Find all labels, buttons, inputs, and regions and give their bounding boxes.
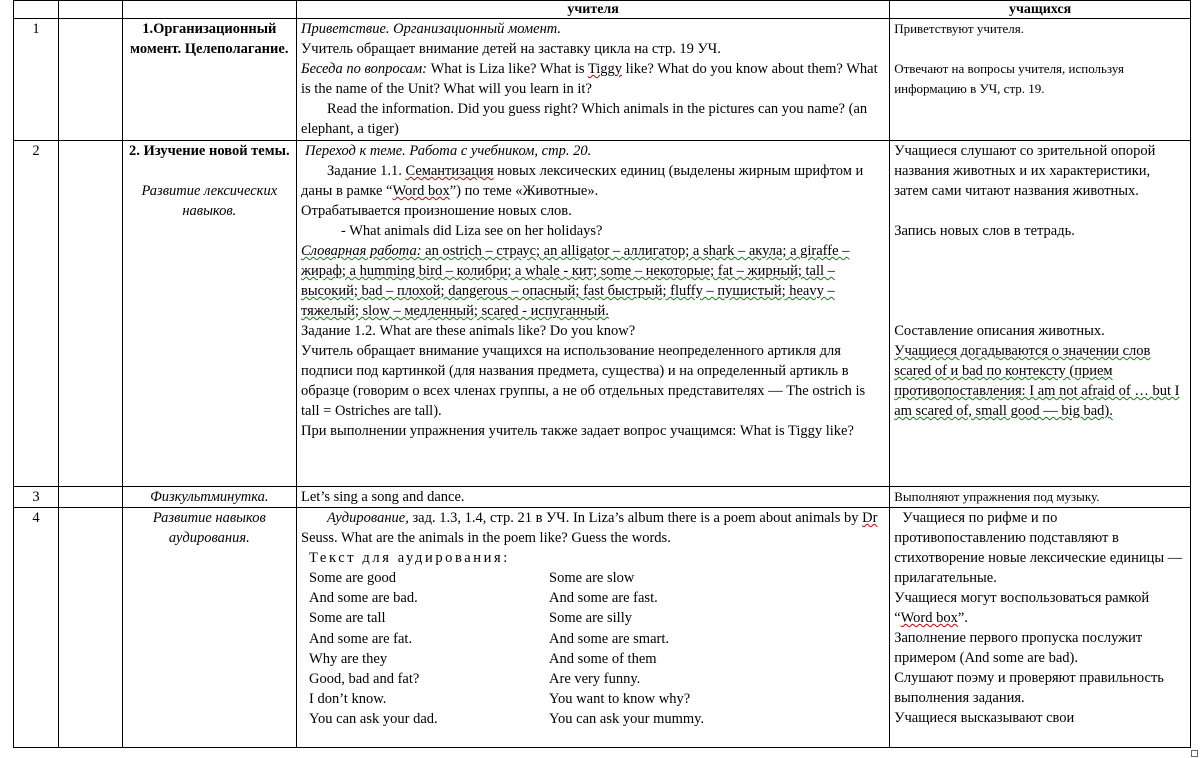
student-text: Учащиеся могут воспользоваться рамкой “	[894, 590, 1150, 626]
spellcheck-word: Tiggy	[587, 61, 623, 77]
header-row	[14, 1, 1191, 19]
spellcheck-word: Семантизация	[405, 163, 494, 179]
poem-line: Some are silly	[549, 610, 632, 627]
poem-line: You want to know why?	[549, 691, 691, 708]
student-line	[894, 588, 1186, 628]
poem-line: Why are they	[309, 650, 388, 667]
teacher-line: Переход к теме. Работа с учебником, стр. 20.	[305, 143, 592, 159]
student-activity	[890, 19, 1191, 141]
student-text: ”.	[957, 610, 968, 626]
teacher-text: ”) по теме «Животные».	[449, 183, 599, 199]
poem-line: Are very funny.	[549, 671, 641, 688]
stage-title: 1.Организационный момент. Целеполагание.	[122, 19, 296, 141]
student-line: Составление описания животных.	[894, 323, 1105, 339]
row-number: 1	[14, 19, 59, 141]
teacher-line: - What animals did Liza see on her holidays?	[341, 223, 603, 239]
teacher-line: При выполнении упражнения учитель также задает вопрос учащимся: What is Tiggy like?	[301, 423, 854, 439]
poem-right-column	[549, 568, 789, 730]
table-row	[14, 19, 1191, 141]
teacher-line: Приветствие. Организационный момент.	[301, 21, 562, 37]
teacher-text: Seuss. What are the animals in the poem like? Guess the words.	[301, 530, 671, 546]
teacher-line: Отрабатывается произношение новых слов.	[301, 203, 572, 219]
poem-line: You can ask your dad.	[309, 711, 438, 728]
teacher-text: like? What do you know about them? What is the name of the Unit? What will you learn in it?	[301, 61, 878, 97]
student-line: Учащиеся по рифме и по противопоставлению подставляют в стихотворение новые лексические единицы — прилагательные.	[894, 510, 1183, 586]
teacher-line: Read the information. Did you guess right? Which animals in the pictures can you name? (an elephant, a tiger)	[301, 101, 868, 137]
poem-line: I don’t know.	[309, 691, 387, 708]
teacher-line	[301, 59, 885, 99]
teacher-line	[301, 241, 885, 321]
row-empty-cell	[58, 508, 122, 748]
header-teacher: учителя	[297, 1, 890, 19]
poem-line: Some are slow	[549, 570, 635, 586]
poem-line: And some are bad.	[309, 590, 418, 607]
poem-title: Текст для аудирования:	[309, 550, 510, 566]
row-empty-cell	[58, 19, 122, 141]
table-row	[14, 141, 1191, 487]
teacher-italic: Словарная работа:	[301, 243, 422, 259]
teacher-activity	[297, 508, 890, 748]
student-line: Слушают поэму и проверяют правильность выполнения задания.	[894, 670, 1164, 706]
student-line: Заполнение первого пропуска послужит примером (And some are bad).	[894, 630, 1143, 666]
student-line: Учащиеся догадываются о значении слов scared of и bad по контексту (прием противопоставления: I am not afraid of … but I am scared of, small good — big bad).	[894, 343, 1180, 419]
header-students: учащихся	[890, 1, 1191, 19]
row-number: 2	[14, 141, 59, 487]
table-row	[14, 508, 1191, 748]
header-stage-cell	[122, 1, 296, 19]
poem-line: And some are fast.	[549, 590, 658, 607]
poem-line: You can ask your mummy.	[549, 711, 705, 728]
poem-line: And some of them	[549, 650, 657, 667]
student-activity	[890, 141, 1191, 487]
teacher-italic: Аудирование,	[327, 510, 409, 526]
poem-line: And some are smart.	[549, 630, 670, 647]
teacher-text: Задание 1.1.	[327, 163, 406, 179]
teacher-line: Задание 1.2. What are these animals like? Do you know?	[301, 323, 636, 339]
table-row	[14, 487, 1191, 508]
header-empty-cell	[58, 1, 122, 19]
teacher-line: Учитель обращает внимание учащихся на использование неопределенного артикля для подписи под картинкой (для названия предмета, существа) и на определенный артикль в образце (говорим о всех членах группы, а не об отдельных представителях — The ostrich is tall = Ostriches are tall).	[301, 343, 866, 419]
header-num-cell	[14, 1, 59, 19]
stage-subtitle: Физкультминутка.	[122, 487, 296, 508]
teacher-activity	[297, 141, 890, 487]
row-empty-cell	[58, 487, 122, 508]
vocabulary-list: an ostrich – страус; an alligator – аллигатор; a shark – акула; a giraffe – жираф; a humming bird – колибри; a whale - кит; some – некоторые; fat – жирный; tall – высокий; bad – плохой; dangerous – опасный; fast быстрый; fluffy – пушистый; heavy – тяжелый; slow – медленный; scared - испуганный.	[301, 243, 850, 319]
teacher-line	[301, 161, 885, 201]
teacher-text: зад. 1.3, 1.4, стр. 21 в УЧ. In Liza’s album there is a poem about animals by	[408, 510, 863, 526]
poem-line: Good, bad and fat?	[309, 671, 420, 688]
teacher-line	[301, 508, 885, 548]
stage-title: 2. Изучение новой темы.	[129, 143, 290, 159]
stage-subtitle: Развитие навыков аудирования.	[122, 508, 296, 748]
student-activity: Выполняют упражнения под музыку.	[890, 487, 1191, 508]
teacher-activity	[297, 19, 890, 141]
teacher-text: новых лексических единиц (выделены жирным шрифтом и даны в рамке “	[301, 163, 864, 199]
row-number: 4	[14, 508, 59, 748]
teacher-italic: Беседа по вопросам:	[301, 61, 427, 77]
row-number: 3	[14, 487, 59, 508]
student-activity	[890, 508, 1191, 748]
poem	[301, 568, 885, 730]
row-empty-cell	[58, 141, 122, 487]
teacher-text: What is Liza like? What is	[426, 61, 588, 77]
stage-subtitle: Развитие лексических навыков.	[141, 183, 278, 219]
spellcheck-word: Word box	[392, 183, 450, 199]
teacher-activity: Let’s sing a song and dance.	[297, 487, 890, 508]
student-line: Приветствуют учителя.	[894, 21, 1024, 36]
spellcheck-word: Dr	[862, 510, 878, 526]
student-line: Учащиеся слушают со зрительной опорой названия животных и их характеристики, затем сами читают названия животных.	[894, 143, 1156, 199]
student-line: Отвечают на вопросы учителя, используя информацию в УЧ, стр. 19.	[894, 61, 1124, 96]
student-line: Учащиеся высказывают свои	[894, 710, 1075, 726]
poem-left-column	[309, 568, 549, 730]
teacher-line: Учитель обращает внимание детей на заставку цикла на стр. 19 УЧ.	[301, 41, 721, 57]
student-line: Запись новых слов в тетрадь.	[894, 223, 1075, 239]
spellcheck-word: Word box	[900, 610, 958, 626]
stage-cell	[122, 141, 296, 487]
lesson-plan-table	[13, 0, 1191, 748]
poem-line: Some are good	[309, 570, 396, 586]
table-resize-handle[interactable]	[1191, 750, 1198, 757]
poem-line: And some are fat.	[309, 630, 413, 647]
poem-line: Some are tall	[309, 610, 386, 627]
